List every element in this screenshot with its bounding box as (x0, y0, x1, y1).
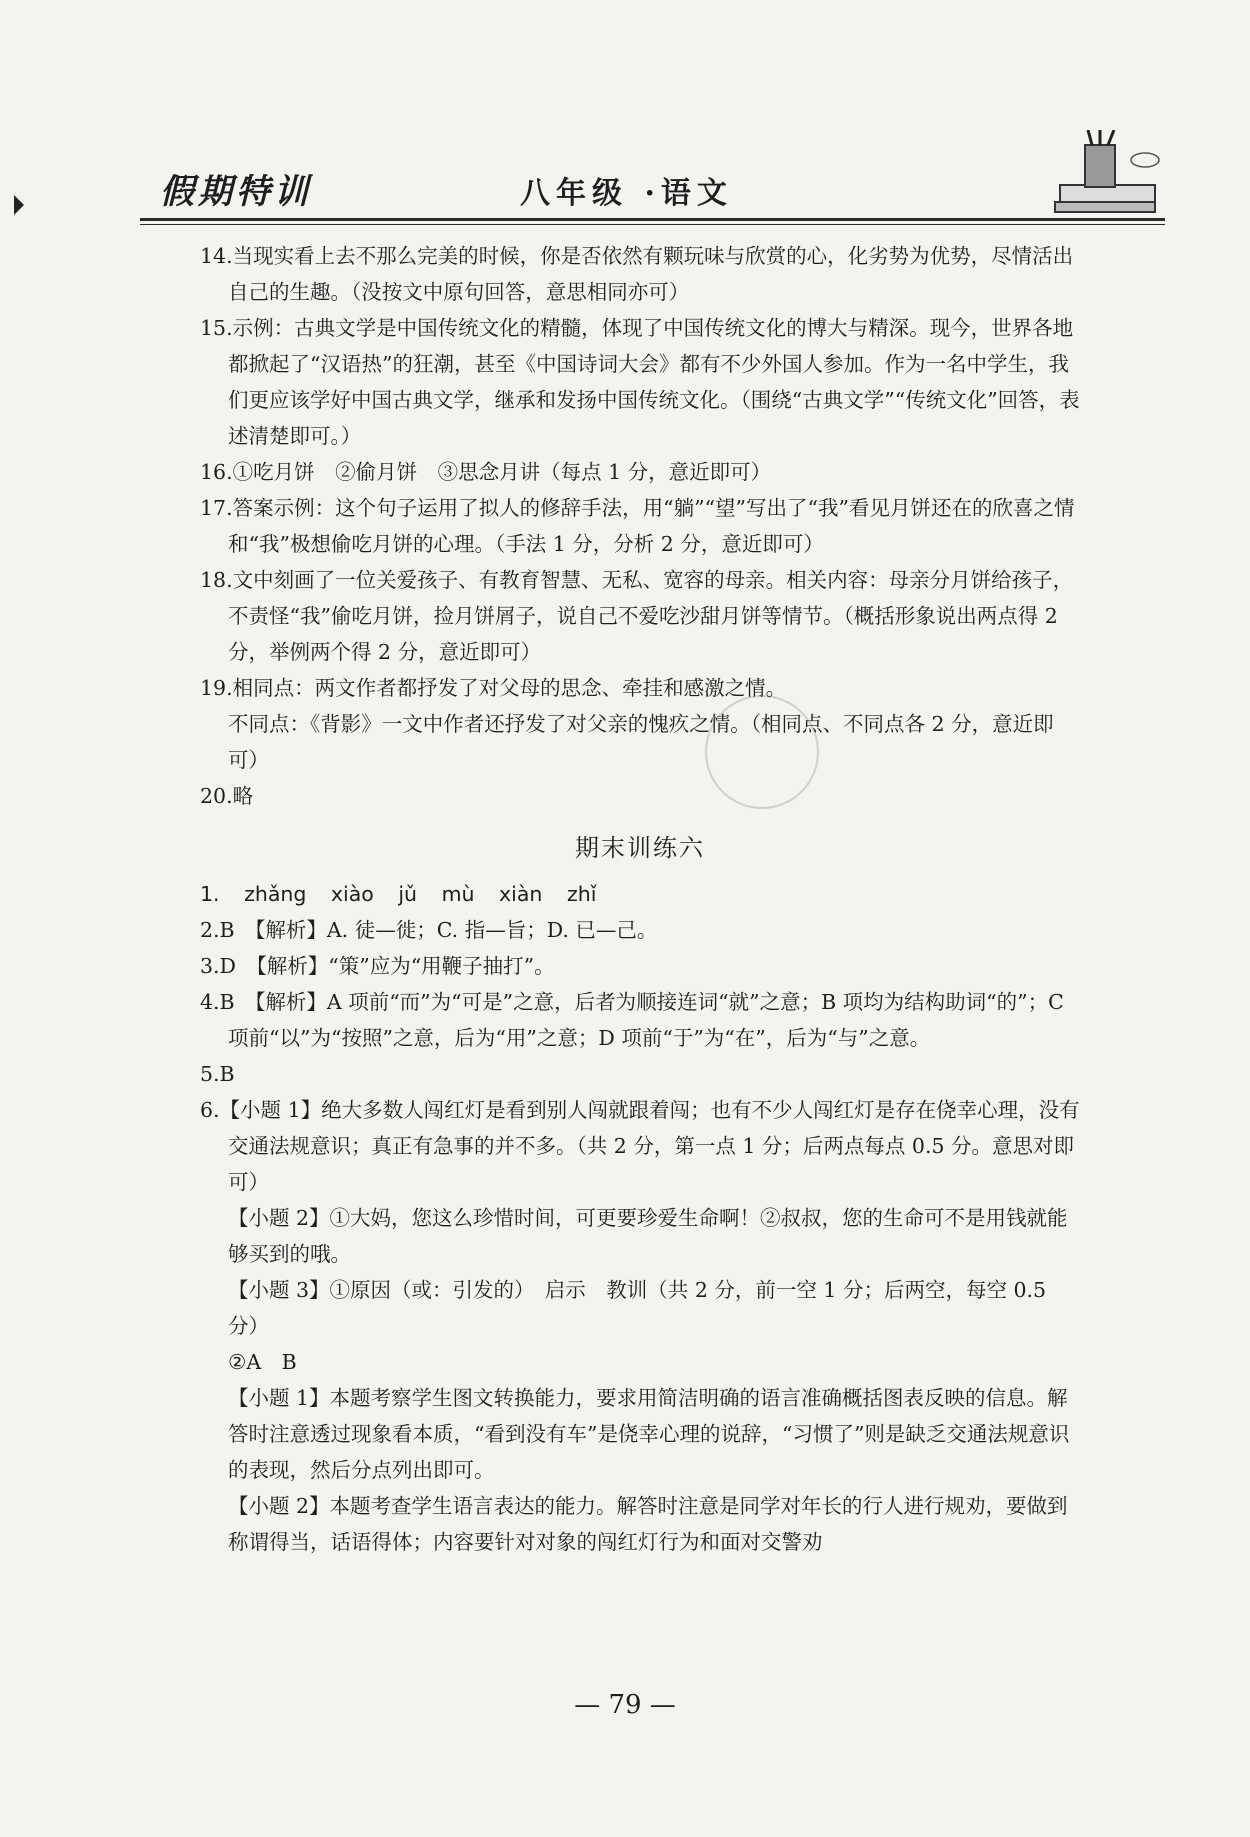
section-title: 期末训练六 (575, 834, 705, 862)
answer-item-3: 17.答案示例：这个句子运用了拟人的修辞手法，用“躺”“望”写出了“我”看见月饼还在的欣喜之情和“我”极想偷吃月饼的心理。（手法 1 分，分析 2 分，意近即可） (200, 496, 1075, 556)
sub-answer-item-4: 【小题 2】本题考查学生语言表达的能力。解答时注意是同学对年长的行人进行规劝，要做到称谓得当，话语得体；内容要针对对象的闯红灯行为和面对交警劝 (228, 1494, 1068, 1554)
answer-item-2: 16.①吃月饼 ②偷月饼 ③思念月讲（每点 1 分，意近即可） (200, 460, 772, 484)
answer-item-5: 19.相同点：两文作者都抒发了对父母的思念、牵挂和感激之情。 (200, 676, 787, 700)
grade-subject: 八年级 ·语文 (520, 176, 733, 211)
answer-item-section6-3: 5.B (200, 1062, 235, 1086)
sub-answer-item-2: ②A B (228, 1350, 297, 1374)
answer-item-section6-0: 2.B 【解析】A. 徒—徙；C. 指—旨；D. 已—己。 (200, 918, 658, 942)
pen-holder-books-icon (1040, 130, 1165, 220)
answer-item-1: 1. zhǎng xiào jǔ mù xiàn zhǐ (200, 882, 597, 906)
page-header (140, 150, 1165, 230)
answer-item-19-line2: 不同点：《背影》一文中作者还抒发了对父亲的愧疚之情。（相同点、不同点各 2 分，意近即可） (228, 712, 1054, 772)
answer-item-0: 14.当现实看上去不那么完美的时候，你是否依然有颗玩味与欣赏的心，化劣势为优势，尽情活出自己的生趣。（没按文中原句回答，意思相同亦可） (200, 244, 1074, 304)
sub-answer-item-0: 【小题 2】①大妈，您这么珍惜时间，可更要珍爱生命啊！②叔叔，您的生命可不是用钱就能够买到的哦。 (228, 1206, 1068, 1266)
header-rule-thin (140, 224, 1165, 225)
sub-answer-item-1: 【小题 3】①原因（或：引发的） 启示 教训（共 2 分，前一空 1 分；后两空，每空 0.5 分） (228, 1278, 1047, 1338)
brand-title: 假期特训 (160, 172, 312, 212)
header-rule (140, 218, 1165, 221)
answer-item-1: 15.示例：古典文学是中国传统文化的精髓，体现了中国传统文化的博大与精深。现今，世界各地都掀起了“汉语热”的狂潮，甚至《中国诗词大会》都有不少外国人参加。作为一名中学生，我们更应该学好中国古典文学，继承和发扬中国传统文化。（围绕“古典文学”“传统文化”回答，表述清楚即可。） (200, 316, 1080, 448)
answer-item-section6-4: 6.【小题 1】绝大多数人闯红灯是看到别人闯就跟着闯；也有不少人闯红灯是存在侥幸心理，没有交通法规意识；真正有急事的并不多。（共 2 分，第一点 1 分；后两点每点 0.5 分。意思对即可） (200, 1098, 1080, 1194)
answer-item-section6-1: 3.D 【解析】“策”应为“用鞭子抽打”。 (200, 954, 555, 978)
answer-item-4: 18.文中刻画了一位关爱孩子、有教育智慧、无私、宽容的母亲。相关内容：母亲分月饼给孩子，不责怪“我”偷吃月饼，捡月饼屑子，说自己不爱吃沙甜月饼等情节。（概括形象说出两点得 2 分，举例两个得 2 分，意近即可） (200, 568, 1074, 664)
page-number: — 79 — (574, 1690, 676, 1720)
margin-mark (14, 195, 24, 215)
answer-item-section6-2: 4.B 【解析】A 项前“而”为“可是”之意，后者为顺接连词“就”之意；B 项均为结构助词“的”；C 项前“以”为“按照”之意，后为“用”之意；D 项前“于”为“在”，后为“与”之意。 (200, 990, 1064, 1050)
answer-item-20: 20.略 (200, 784, 254, 808)
answer-content (200, 238, 1080, 1560)
sub-answer-item-3: 【小题 1】本题考察学生图文转换能力，要求用简洁明确的语言准确概括图表反映的信息。解答时注意透过现象看本质，“看到没有车”是侥幸心理的说辞，“习惯了”则是缺乏交通法规意识的表现，然后分点列出即可。 (228, 1386, 1070, 1482)
